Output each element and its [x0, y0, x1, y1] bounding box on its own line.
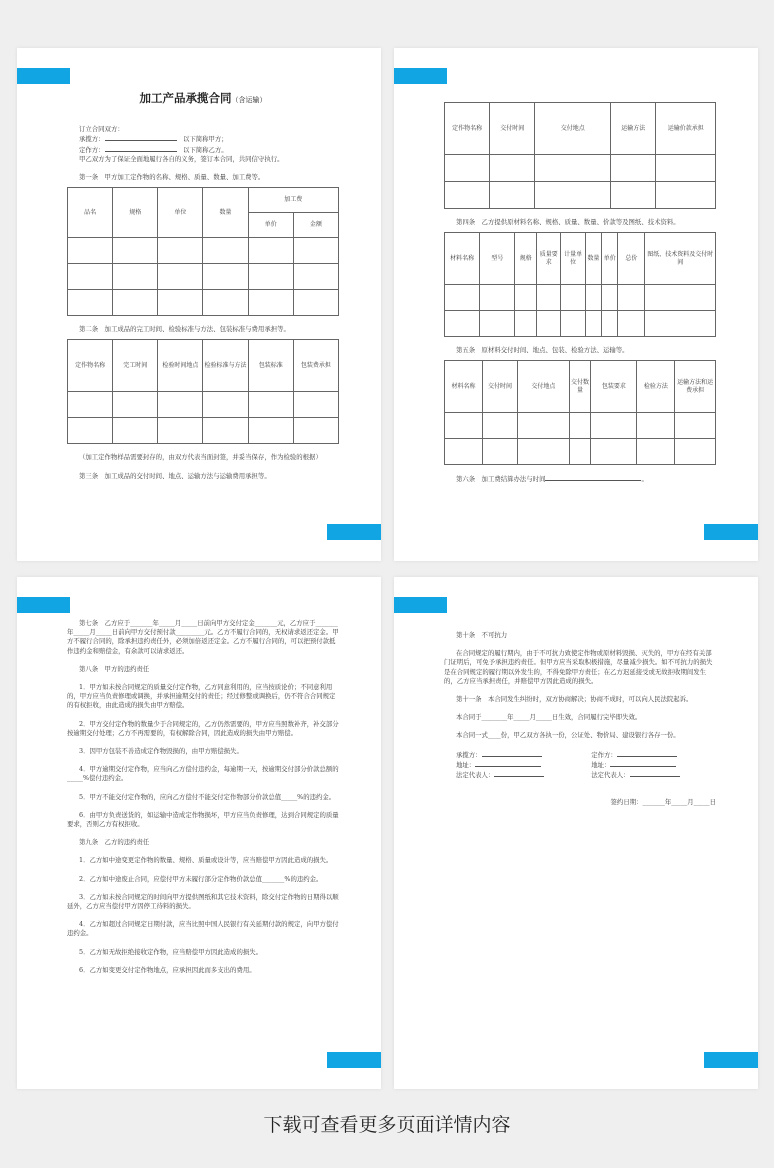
table-header: 图纸、技术资料及交付时间 [645, 233, 716, 285]
table-header: 检验时间地点 [158, 340, 203, 392]
client-blank [105, 145, 177, 152]
table-row [445, 439, 716, 465]
contract-page-4 [394, 577, 758, 1089]
table-row [68, 238, 339, 264]
page-1-content [67, 88, 339, 481]
list-item: 6．乙方如变更交付定作物地点，应承担因此而多支出的费用。 [79, 965, 256, 974]
signature-label: 地址： [456, 760, 476, 769]
page-corner-tab [17, 597, 70, 613]
article-1: 第一条 甲方加工定作物的名称、规格、质量、数量、加工费等。 [79, 173, 265, 182]
table-header: 交付地点 [535, 103, 611, 155]
contract-page-3 [17, 577, 381, 1089]
table-header: 规格 [515, 233, 537, 285]
table-header: 定作物名称 [68, 340, 113, 392]
table-row [68, 264, 339, 290]
signature-block [444, 750, 716, 781]
page-3-content [67, 619, 339, 975]
article-6-end: 。 [641, 475, 648, 484]
contractor-suffix: 以下简称甲方； [182, 135, 228, 144]
table-header: 交付时间 [482, 361, 517, 413]
article-10: 第十条 不可抗力 [456, 631, 508, 639]
page-corner-tab [327, 524, 381, 540]
client-signature [591, 750, 716, 781]
processing-items-table [67, 187, 339, 316]
article-4: 第四条 乙方提供原材料名称、规格、质量、数量、价款等及图纸、技术资料。 [456, 218, 680, 226]
table-row [445, 182, 716, 209]
table-header: 品名 [68, 188, 113, 238]
list-item: 5．乙方如无故拒绝接收定作物，应当赔偿甲方因此造成的损失。 [79, 947, 263, 956]
table-header: 交付数量 [569, 361, 591, 413]
contractor-blank [105, 134, 177, 141]
sample-note: （加工定作物样品需要封存的，由双方代表当面封签，并妥当保存，作为检验的根据） [79, 453, 322, 462]
parties-intro: 订立合同双方： [79, 125, 124, 134]
page-corner-tab [394, 597, 447, 613]
copies-clause: 本合同一式____份，甲乙双方各执一份，公证处、物价局、建设银行各存一份。 [456, 731, 680, 740]
contract-page-1 [17, 48, 381, 561]
table-header: 数量 [203, 188, 248, 238]
list-item: 1．乙方如中途变更定作物的数量、规格、质量或设计等，应当赔偿甲方因此造成的损失。 [79, 856, 333, 865]
list-item: 2．乙方如中途废止合同，应偿付甲方未履行部分定作物价款总值_______%的违约金。 [79, 874, 323, 883]
table-header: 交付地点 [518, 361, 569, 413]
completion-table [67, 339, 339, 444]
article-5: 第五条 原材料交付时间、地点、包装、检验方法、运输等。 [456, 346, 629, 355]
table-header: 加工费 [248, 188, 338, 213]
page-corner-tab [17, 68, 70, 84]
signature-label: 承揽方： [456, 750, 482, 759]
table-row [68, 290, 339, 316]
client-suffix: 以下简称乙方。 [182, 145, 228, 154]
article-2: 第二条 加工成品的完工时间、检验标准与方法、包装标准与费用承担等。 [79, 325, 290, 334]
contract-title [67, 91, 339, 105]
article-7: 第七条 乙方应于_______年_____月_____日前向甲方交付定金_______元，乙方应于_______年_____月_____日前向甲方交付预付款_________元。乙方不履行合同的，无权请求返还定金。甲方不履行合同的，除承担违约责任外，必须加倍返还定金。乙方不履行合同的，可以把预付款抵作违约金和赔偿金，有余款可以请求返还。 [67, 619, 339, 655]
page-corner-tab [394, 68, 447, 84]
table-header: 材料名称 [445, 233, 480, 285]
table-header: 检验标准与方法 [203, 340, 248, 392]
article-9: 第九条 乙方的违约责任 [79, 838, 150, 847]
table-header: 包装费承担 [293, 340, 338, 392]
list-item: 1．甲方如未按合同规定的质量交付定作物，乙方同意利用的，应当按质论价；不同意利用的，甲方应当负责修理或调换，并承担逾期交付的责任；经过修整或调换后，仍不符合合同规定的有权拒收，由此造成的损失由甲方赔偿。 [67, 683, 336, 710]
table-header: 数量 [585, 233, 601, 285]
table-header: 运输价款承担 [656, 103, 716, 155]
article-6-text: 第六条 加工费结算办法与时间 [456, 475, 546, 484]
contractor-label: 承揽方： [79, 135, 105, 144]
table-row [68, 392, 339, 418]
download-caption: 下载可查看更多页面详情内容 [263, 1114, 511, 1136]
table-header: 质量要求 [537, 233, 561, 285]
table-header: 检验方法 [637, 361, 675, 413]
article-10-body: 在合同规定的履行期内，由于不可抗力致使定作物或原材料毁损、灭失的，甲方在经有关部门证明后，可免予承担违约责任。但甲方应当采取积极措施，尽量减少损失。如不可抗力的损失是在合同规定的履行期以外发生的，不得免除甲方责任；在乙方迟延接受或无故拒收期间发生的，乙方应当承担责任，并赔偿甲方因此造成的损失。 [444, 649, 713, 685]
article-11: 第十一条 本合同发生纠纷时，双方协商解决；协商不成时，可以向人民法院起诉。 [456, 695, 693, 704]
page-corner-tab [704, 1052, 758, 1068]
table-header: 金额 [293, 213, 338, 238]
contract-title-text: 加工产品承揽合同 [139, 91, 232, 105]
settlement-blank [545, 474, 641, 481]
table-header: 包装要求 [591, 361, 637, 413]
effective-date: 本合同于________年_____月_____日生效，合同履行完毕即失效。 [456, 713, 642, 722]
article-3: 第三条 加工成品的交付时间、地点、运输方法与运输费用承担等。 [79, 471, 271, 480]
table-row [445, 413, 716, 439]
list-item: 2．甲方交付定作物的数量少于合同规定的，乙方仍然需要的，甲方应当照数补齐，补交部分按逾期交付处理；乙方不再需要的，有权解除合同，因此造成的损失由甲方赔偿。 [67, 719, 339, 737]
list-item: 3．因甲方包装不善造成定作物毁损的，由甲方赔偿损失。 [79, 747, 243, 756]
list-item: 3．乙方如未按合同规定的时间向甲方提供图纸和其它技术资料，除交付定作物的日期得以顺延外，乙方应当偿付甲方因停工待料的损失。 [67, 892, 339, 911]
list-item: 5．甲方不能交付定作物的，应向乙方偿付不能交付定作物部分价款总值_____%的违约金。 [79, 792, 336, 801]
signature-label: 法定代表人： [591, 771, 630, 780]
table-row [68, 418, 339, 444]
article-6 [444, 474, 716, 484]
contractor-signature [456, 750, 581, 781]
table-header: 单价 [602, 233, 618, 285]
page-corner-tab [704, 524, 758, 540]
contractor-line [67, 134, 339, 144]
materials-table [444, 232, 716, 337]
table-header: 定作物名称 [445, 103, 490, 155]
table-header: 总价 [618, 233, 645, 285]
signing-date: 签约日期：_______年_____月_____日 [610, 798, 716, 807]
table-header: 运输方法和运费承担 [675, 361, 716, 413]
preamble: 甲乙双方为了保证全面地履行各自的义务，签订本合同，共同信守执行。 [79, 154, 284, 163]
contract-title-note: （含运输） [231, 96, 267, 104]
page-4-content [444, 631, 716, 807]
table-row [445, 155, 716, 182]
table-header: 型号 [480, 233, 515, 285]
page-corner-tab [327, 1052, 381, 1068]
table-header: 材料名称 [445, 361, 483, 413]
table-header: 运输方法 [611, 103, 656, 155]
delivery-table [444, 102, 716, 209]
table-header: 单位 [158, 188, 203, 238]
page-2-content [444, 102, 716, 485]
signature-label: 定作方： [591, 750, 617, 759]
client-line [67, 145, 339, 155]
material-delivery-table [444, 360, 716, 465]
list-item: 6．由甲方负责送货的，如运输中造成定作物损坏，甲方应当负责修理，达到合同规定的质量要求，否则乙方有权拒收。 [67, 810, 339, 829]
signature-label: 法定代表人： [456, 771, 495, 780]
table-header: 规格 [113, 188, 158, 238]
table-header: 计量单位 [561, 233, 585, 285]
table-row [445, 311, 716, 337]
signature-label: 地址： [591, 760, 611, 769]
list-item: 4．乙方如超过合同规定日期付款，应当比照中国人民银行有关延期付款的规定，向甲方偿付违约金。 [67, 920, 339, 938]
table-header: 包装标准 [248, 340, 293, 392]
client-label: 定作方： [79, 145, 105, 154]
table-header: 单价 [248, 213, 293, 238]
list-item: 4．甲方逾期交付定作物，应当向乙方偿付违约金，每逾期一天，按逾期交付部分价款总额的_____%偿付违约金。 [67, 765, 339, 783]
contract-page-2 [394, 48, 758, 561]
table-header: 完工时间 [113, 340, 158, 392]
table-row [445, 285, 716, 311]
table-header: 交付时间 [490, 103, 535, 155]
article-8: 第八条 甲方的违约责任 [79, 664, 150, 673]
